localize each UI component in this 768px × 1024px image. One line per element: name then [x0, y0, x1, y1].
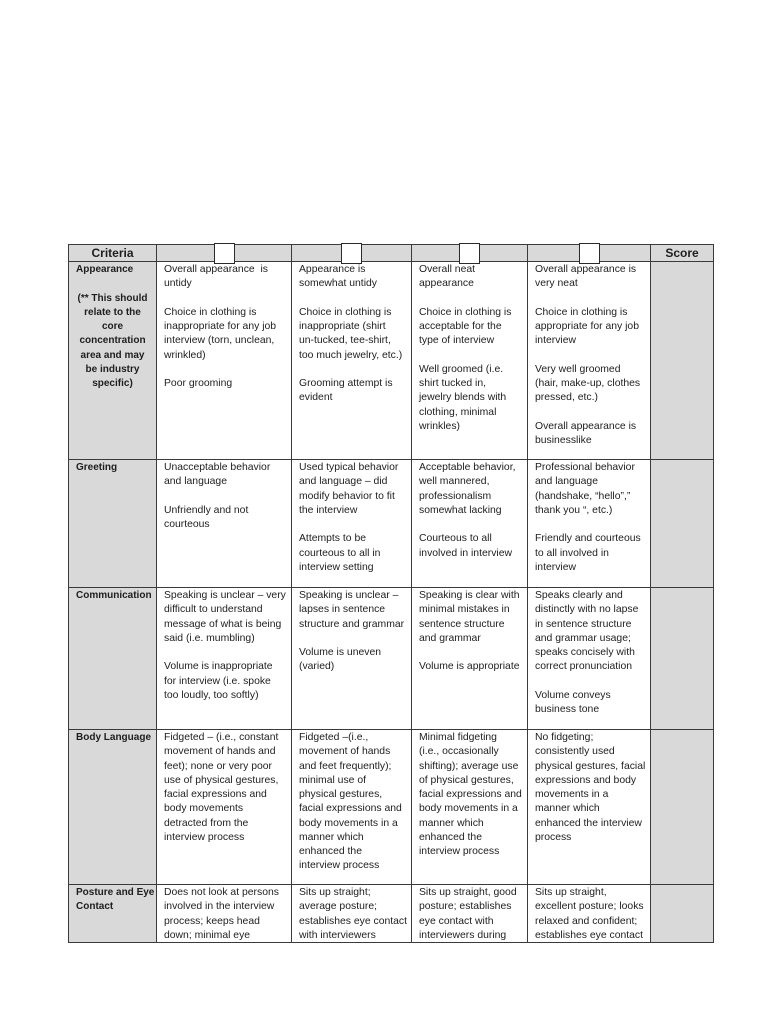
descriptor-line: (handshake, “hello”,”	[535, 490, 631, 502]
descriptor-line: correct pronunciation	[535, 661, 633, 673]
descriptor-line: interview setting	[299, 561, 374, 573]
descriptor-paragraph	[299, 886, 408, 943]
descriptor-line: facial expressions and	[164, 789, 267, 800]
descriptor-line: (varied)	[299, 661, 335, 673]
descriptor-line: body movements	[164, 803, 244, 815]
descriptor-line: Used typical behavior	[299, 462, 399, 473]
descriptor-line: establishes eye contact	[299, 915, 408, 927]
descriptor-line: down; minimal eye	[164, 929, 251, 941]
descriptor-paragraph	[535, 689, 647, 718]
descriptor-line: enhanced the interview	[535, 817, 642, 829]
descriptor-paragraph	[164, 504, 288, 533]
descriptor-line: and grammar usage;	[535, 632, 631, 644]
descriptor-line: somewhat lacking	[419, 504, 502, 516]
descriptor-paragraph	[419, 263, 524, 292]
descriptor-line: type of interview	[419, 335, 495, 347]
communication-level-1-cell	[157, 588, 292, 730]
communication-level-3-cell	[412, 588, 528, 730]
descriptor-line: expressions and body	[535, 774, 637, 786]
greeting-level-3-cell	[412, 460, 528, 588]
descriptor-line: movements in a	[535, 789, 609, 800]
criterion-label: Greeting	[76, 462, 118, 473]
descriptor-line: said (i.e. mumbling)	[164, 632, 255, 644]
score-header: Score	[651, 244, 714, 262]
descriptor-line: un-tucked, tee-shirt,	[299, 335, 391, 347]
descriptor-line: to all involved in	[535, 547, 609, 559]
communication-level-4-cell	[528, 588, 651, 730]
descriptor-line: the interview	[299, 504, 358, 516]
descriptor-line: message of what is being	[164, 618, 282, 630]
posture-and-eye-contact-level-2-cell	[292, 885, 412, 943]
descriptor-line: Volume is inappropriate	[164, 661, 273, 673]
descriptor-line: thank you “, etc.)	[535, 504, 613, 516]
descriptor-line: No fidgeting;	[535, 732, 594, 743]
descriptor-line: untidy	[164, 278, 192, 290]
appearance-level-2-cell	[292, 262, 412, 460]
posture-and-eye-contact-level-4-cell	[528, 885, 651, 943]
greeting-score-cell	[651, 460, 714, 588]
descriptor-line: well mannered,	[419, 476, 490, 488]
rubric-table	[68, 244, 714, 943]
descriptor-line: interview	[535, 561, 576, 573]
descriptor-line: (hair, make-up, clothes	[535, 378, 641, 389]
descriptor-line: shirt tucked in,	[419, 378, 486, 389]
appearance-level-3-cell	[412, 262, 528, 460]
descriptor-paragraph	[299, 532, 408, 575]
descriptor-line: and language – did	[299, 476, 388, 488]
descriptor-line: body movements in a	[419, 803, 518, 815]
descriptor-paragraph	[419, 731, 524, 859]
descriptor-paragraph	[164, 731, 288, 845]
descriptor-line: involved in interview	[419, 547, 512, 559]
descriptor-paragraph	[419, 363, 524, 434]
descriptor-paragraph	[299, 263, 408, 292]
descriptor-line: modify behavior to fit	[299, 490, 395, 502]
body-language-level-2-cell	[292, 730, 412, 885]
descriptor-line: movement of hands and	[164, 746, 276, 758]
descriptor-line: physical gestures,	[299, 789, 383, 800]
descriptor-line: use of physical gestures,	[164, 774, 279, 786]
descriptor-line: very neat	[535, 278, 578, 290]
greeting-level-1-cell	[157, 460, 292, 588]
descriptor-line: average posture;	[299, 901, 377, 913]
descriptor-line: courteous	[164, 519, 210, 530]
descriptor-line: establishes eye contact	[535, 929, 644, 941]
descriptor-line: Courteous to all	[419, 533, 492, 545]
rating-box-3	[459, 243, 480, 264]
descriptor-line: Overall neat	[419, 264, 476, 275]
criterion-note-line: (** This should	[77, 292, 148, 304]
descriptor-line: pressed, etc.)	[535, 392, 598, 404]
level-3-header	[412, 244, 528, 262]
descriptor-line: Speaks clearly and	[535, 590, 623, 601]
criterion-note-line: specific)	[92, 378, 133, 389]
descriptor-paragraph	[164, 886, 288, 943]
descriptor-line: speaks concisely with	[535, 647, 635, 658]
descriptor-line: wrinkled)	[164, 349, 206, 361]
descriptor-line: Well groomed (i.e.	[419, 363, 504, 375]
descriptor-line: and feet frequently);	[299, 760, 392, 772]
descriptor-line: physical gestures, facial	[535, 760, 646, 772]
descriptor-line: Acceptable behavior,	[419, 462, 516, 473]
descriptor-line: Sits up straight;	[299, 887, 371, 898]
descriptor-line: manner which	[419, 817, 484, 829]
descriptor-line: professionalism	[419, 490, 492, 502]
descriptor-line: business tone	[535, 704, 600, 715]
criterion-note	[76, 292, 149, 392]
descriptor-line: Volume is appropriate	[419, 661, 520, 673]
descriptor-line: Unfriendly and not	[164, 504, 249, 516]
descriptor-line: body movements in a	[299, 817, 398, 829]
body-language-level-4-cell	[528, 730, 651, 885]
rating-box-4	[579, 243, 600, 264]
descriptor-line: interviewers during	[419, 929, 507, 941]
descriptor-line: courteous to all in	[299, 547, 381, 559]
descriptor-line: involved in the interview	[164, 901, 275, 913]
criterion-label: Contact	[76, 901, 114, 913]
descriptor-line: Speaking is clear with	[419, 590, 520, 601]
descriptor-line: lapses in sentence	[299, 604, 386, 616]
descriptor-line: distinctly with no lapse	[535, 604, 639, 616]
descriptor-line: feet); none or very poor	[164, 760, 273, 772]
body-language-level-3-cell	[412, 730, 528, 885]
descriptor-line: in sentence structure	[535, 618, 632, 630]
appearance-level-1-cell	[157, 262, 292, 460]
descriptor-paragraph	[164, 306, 288, 363]
descriptor-line: Grooming attempt is	[299, 378, 393, 389]
descriptor-paragraph	[164, 660, 288, 703]
descriptor-paragraph	[299, 589, 408, 632]
descriptor-paragraph	[299, 646, 408, 675]
greeting-level-4-cell	[528, 460, 651, 588]
criteria-cell-appearance	[68, 262, 157, 460]
descriptor-line: Choice in clothing is	[164, 306, 257, 318]
criterion-note-line: be industry	[85, 363, 140, 375]
posture-and-eye-contact-score-cell	[651, 885, 714, 943]
descriptor-paragraph	[419, 461, 524, 518]
descriptor-paragraph	[164, 461, 288, 490]
criteria-header: Criteria	[68, 244, 157, 262]
criteria-cell-body-language	[68, 730, 157, 885]
descriptor-line: Friendly and courteous	[535, 533, 641, 545]
descriptor-paragraph	[419, 589, 524, 646]
body-language-score-cell	[651, 730, 714, 885]
descriptor-line: Volume is uneven	[299, 647, 382, 658]
descriptor-paragraph	[419, 886, 524, 943]
descriptor-line: excellent posture; looks	[535, 901, 644, 913]
descriptor-paragraph	[535, 886, 647, 943]
descriptor-line: Overall appearance is	[535, 420, 637, 432]
descriptor-line: jewelry blends with	[419, 392, 507, 404]
descriptor-line: facial expressions and	[419, 789, 522, 800]
criteria-cell-greeting	[68, 460, 157, 588]
descriptor-line: too loudly, too softly)	[164, 689, 259, 701]
rating-box-2	[341, 243, 362, 264]
descriptor-paragraph	[164, 263, 288, 292]
descriptor-line: process	[535, 831, 572, 843]
descriptor-paragraph	[164, 589, 288, 646]
descriptor-paragraph	[299, 306, 408, 363]
descriptor-paragraph	[535, 731, 647, 845]
descriptor-paragraph	[299, 731, 408, 874]
descriptor-paragraph	[535, 461, 647, 518]
descriptor-line: for interview (i.e. spoke	[164, 675, 271, 687]
descriptor-paragraph	[535, 589, 647, 675]
descriptor-line: interview	[535, 335, 576, 347]
posture-and-eye-contact-level-3-cell	[412, 885, 528, 943]
descriptor-line: Very well groomed	[535, 363, 621, 375]
descriptor-line: consistently used	[535, 746, 615, 758]
descriptor-line: Unacceptable behavior	[164, 462, 271, 473]
descriptor-line: eye contact with	[419, 915, 494, 927]
descriptor-paragraph	[535, 306, 647, 349]
descriptor-line: (i.e., occasionally	[419, 746, 499, 758]
greeting-level-2-cell	[292, 460, 412, 588]
descriptor-line: Fidgeted –(i.e.,	[299, 732, 369, 743]
descriptor-line: posture; establishes	[419, 901, 512, 913]
descriptor-line: sentence structure	[419, 618, 505, 630]
criterion-note-line: relate to the	[84, 306, 141, 318]
descriptor-line: evident	[299, 392, 333, 404]
descriptor-line: Fidgeted – (i.e., constant	[164, 732, 279, 743]
descriptor-line: relaxed and confident;	[535, 915, 638, 927]
level-1-header	[157, 244, 292, 262]
descriptor-line: interview process	[164, 831, 245, 843]
descriptor-line: Does not look at persons	[164, 887, 279, 898]
descriptor-line: inappropriate (shirt	[299, 321, 386, 332]
descriptor-line: wrinkles)	[419, 420, 460, 432]
descriptor-paragraph	[299, 377, 408, 406]
descriptor-paragraph	[419, 306, 524, 349]
communication-score-cell	[651, 588, 714, 730]
rating-box-1	[214, 243, 235, 264]
descriptor-line: of physical gestures,	[419, 774, 514, 786]
descriptor-line: Appearance is	[299, 264, 366, 275]
descriptor-line: appearance	[419, 278, 474, 290]
criterion-label: Communication	[76, 590, 152, 601]
descriptor-line: Overall appearance is	[535, 264, 637, 275]
criterion-note-line: area and may	[80, 349, 145, 361]
descriptor-line: and language	[535, 476, 598, 488]
descriptor-line: interview process	[419, 846, 500, 857]
descriptor-line: Choice in clothing is	[419, 306, 512, 318]
descriptor-line: movement of hands	[299, 746, 391, 758]
criterion-note-line: core	[101, 321, 124, 332]
descriptor-paragraph	[535, 263, 647, 292]
criterion-label: Posture and Eye	[76, 887, 155, 898]
descriptor-line: appropriate for any job	[535, 321, 639, 332]
descriptor-line: interview (torn, unclean,	[164, 335, 275, 347]
descriptor-line: acceptable for the	[419, 321, 502, 332]
posture-and-eye-contact-level-1-cell	[157, 885, 292, 943]
descriptor-line: enhanced the	[299, 846, 362, 857]
criterion-label: Body Language	[76, 732, 152, 743]
descriptor-line: manner which	[535, 803, 600, 815]
descriptor-paragraph	[535, 532, 647, 575]
descriptor-line: minimal mistakes in	[419, 604, 510, 616]
descriptor-line: businesslike	[535, 435, 592, 446]
descriptor-line: Choice in clothing is	[299, 306, 392, 318]
descriptor-line: somewhat untidy	[299, 278, 377, 290]
criteria-cell-posture-and-eye-contact	[68, 885, 157, 943]
body-language-level-1-cell	[157, 730, 292, 885]
descriptor-line: Sits up straight,	[535, 887, 607, 898]
criterion-note-line: concentration	[79, 335, 146, 347]
descriptor-line: manner which	[299, 831, 364, 843]
descriptor-paragraph	[419, 532, 524, 561]
descriptor-line: enhanced the	[419, 831, 482, 843]
descriptor-line: clothing, minimal	[419, 406, 497, 418]
level-2-header	[292, 244, 412, 262]
descriptor-line: Choice in clothing is	[535, 306, 628, 318]
descriptor-line: process; keeps head	[164, 915, 260, 927]
appearance-score-cell	[651, 262, 714, 460]
descriptor-line: Sits up straight, good	[419, 887, 517, 898]
descriptor-line: minimal use of	[299, 774, 366, 786]
communication-level-2-cell	[292, 588, 412, 730]
descriptor-line: Minimal fidgeting	[419, 732, 497, 743]
level-4-header	[528, 244, 651, 262]
descriptor-line: facial expressions and	[299, 803, 402, 815]
descriptor-paragraph	[535, 363, 647, 406]
descriptor-line: difficult to understand	[164, 604, 263, 616]
descriptor-line: Poor grooming	[164, 378, 233, 389]
descriptor-line: Speaking is unclear – very	[164, 590, 286, 601]
descriptor-paragraph	[299, 461, 408, 518]
descriptor-line: Overall appearance is	[164, 264, 268, 275]
descriptor-line: with interviewers	[299, 929, 376, 941]
descriptor-paragraph	[419, 660, 524, 674]
descriptor-line: Speaking is unclear –	[299, 590, 399, 601]
appearance-level-4-cell	[528, 262, 651, 460]
descriptor-line: inappropriate for any job	[164, 321, 277, 332]
descriptor-line: Attempts to be	[299, 533, 366, 545]
descriptor-line: Volume conveys	[535, 689, 611, 701]
descriptor-line: detracted from the	[164, 817, 249, 829]
descriptor-line: too much jewelry, etc.)	[299, 349, 403, 361]
criterion-label: Appearance	[76, 264, 134, 275]
descriptor-line: Professional behavior	[535, 462, 635, 473]
descriptor-paragraph	[164, 377, 288, 391]
descriptor-line: interview process	[299, 860, 380, 872]
descriptor-paragraph	[535, 420, 647, 449]
criteria-cell-communication	[68, 588, 157, 730]
descriptor-line: shifting); average use	[419, 760, 519, 772]
descriptor-line: structure and grammar	[299, 618, 405, 630]
descriptor-line: and language	[164, 476, 227, 488]
descriptor-line: and grammar	[419, 632, 481, 644]
